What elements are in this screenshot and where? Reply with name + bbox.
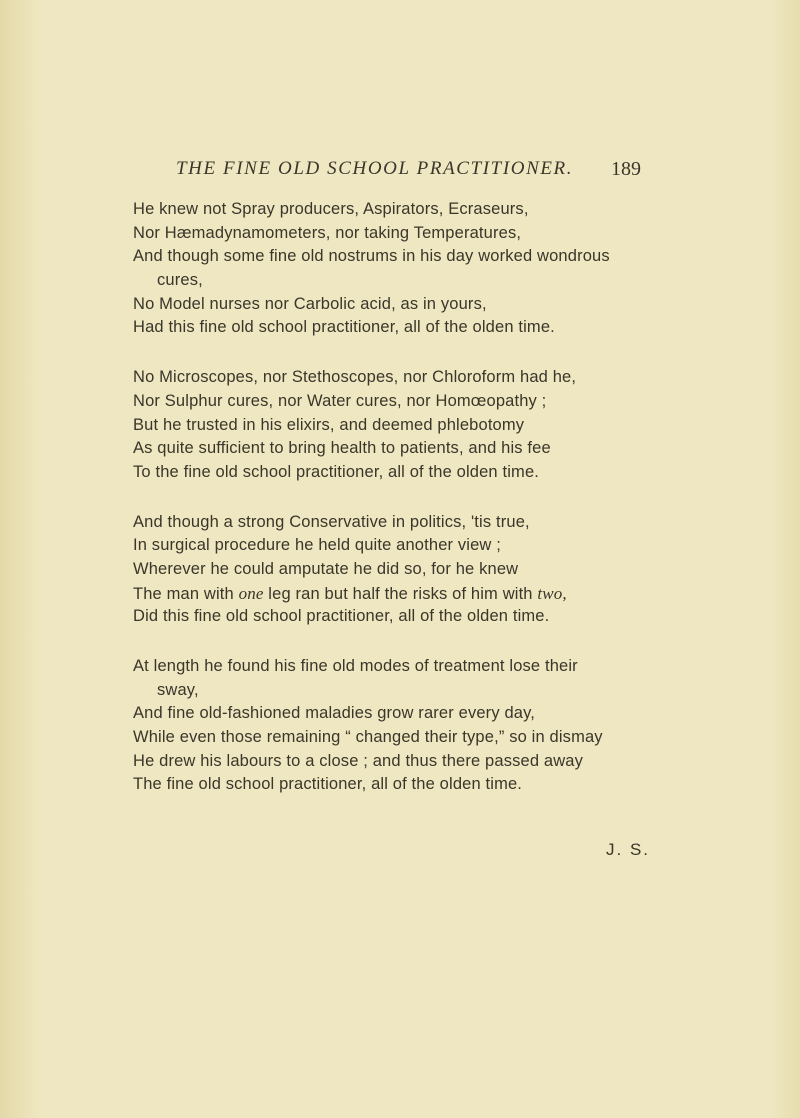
poem-line: And fine old-fashioned maladies grow rarer every day, bbox=[133, 704, 536, 723]
poem-line: And though some fine old nostrums in his day worked wondrous bbox=[133, 247, 610, 266]
poem-line: He drew his labours to a close ; and thus there passed away bbox=[133, 751, 584, 770]
stanza-4 bbox=[133, 655, 693, 797]
emphasis-two: two, bbox=[537, 583, 567, 603]
poem-line: While even those remaining “ changed their type,” so in dismay bbox=[133, 728, 603, 747]
line-text: The man with bbox=[133, 584, 239, 603]
poem-line-with-emphasis bbox=[133, 582, 693, 606]
poem-line: But he trusted in his elixirs, and deemed phlebotomy bbox=[133, 415, 525, 434]
running-title: THE FINE OLD SCHOOL PRACTITIONER. bbox=[176, 158, 574, 179]
poem-line-turnover: cures, bbox=[157, 271, 203, 290]
poem-line: Had this fine old school practitioner, all of the olden time. bbox=[133, 318, 555, 337]
poem-line: No Microscopes, nor Stethoscopes, nor Chloroform had he, bbox=[133, 368, 577, 387]
poem-line: The fine old school practitioner, all of the olden time. bbox=[133, 775, 523, 794]
poem-line: Nor Sulphur cures, nor Water cures, nor Homœopathy ; bbox=[133, 391, 547, 410]
stanza-1 bbox=[133, 198, 693, 340]
emphasis-one: one bbox=[238, 583, 264, 603]
poem-line: Nor Hæmadynamometers, nor taking Temperatures, bbox=[133, 223, 522, 242]
poem-line: No Model nurses nor Carbolic acid, as in yours, bbox=[133, 294, 487, 313]
poem-line: At length he found his fine old modes of treatment lose their bbox=[133, 657, 578, 675]
poem-line-turnover: sway, bbox=[157, 680, 199, 699]
poem-line: As quite sufficient to bring health to patients, and his fee bbox=[133, 439, 551, 458]
running-head bbox=[0, 158, 800, 188]
stanza-3 bbox=[133, 511, 693, 629]
poem-line: He knew not Spray producers, Aspirators, Ecraseurs, bbox=[133, 200, 529, 218]
poem-line: Wherever he could amputate he did so, for he knew bbox=[133, 559, 519, 578]
poem-line: And though a strong Conservative in politics, 'tis true, bbox=[133, 512, 530, 531]
stanza-2 bbox=[133, 366, 693, 484]
line-text: leg ran but half the risks of him with bbox=[263, 584, 538, 603]
poem bbox=[133, 198, 693, 823]
poem-line: Did this fine old school practitioner, all of the olden time. bbox=[133, 607, 550, 626]
poem-line: To the fine old school practitioner, all of the olden time. bbox=[133, 462, 540, 481]
poem-line: In surgical procedure he held quite another view ; bbox=[133, 536, 501, 555]
page-number: 189 bbox=[611, 158, 641, 180]
author-signature: J. S. bbox=[606, 840, 651, 859]
